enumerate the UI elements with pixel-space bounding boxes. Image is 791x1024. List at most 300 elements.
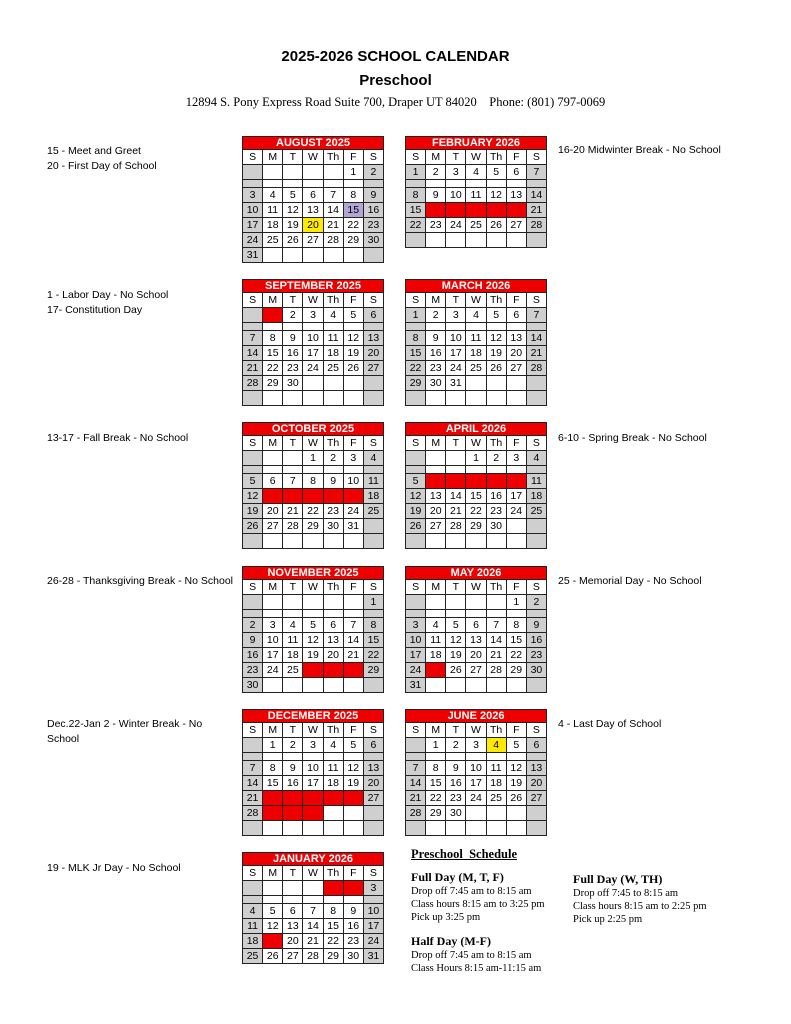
- weekday-label: Th: [323, 436, 343, 451]
- day-cell: 6: [363, 308, 383, 323]
- day-cell: 13: [506, 331, 526, 346]
- day-cell: 22: [426, 791, 446, 806]
- spacer-cell: [363, 896, 383, 904]
- day-cell: 27: [526, 791, 546, 806]
- day-cell: 13: [323, 633, 343, 648]
- weekday-label: T: [283, 150, 303, 165]
- day-cell: 21: [303, 934, 323, 949]
- day-cell: [406, 821, 426, 836]
- day-cell: 10: [303, 761, 323, 776]
- day-cell: 17: [303, 776, 323, 791]
- month-header: APRIL 2026: [405, 422, 547, 435]
- day-cell: 22: [466, 504, 486, 519]
- weekday-label: S: [363, 150, 383, 165]
- spacer-cell: [343, 180, 363, 188]
- day-cell: 29: [363, 663, 383, 678]
- spacer-cell: [263, 896, 283, 904]
- day-cell: 7: [343, 618, 363, 633]
- day-cell: 27: [363, 791, 383, 806]
- day-cell: [486, 233, 506, 248]
- day-cell: 14: [243, 776, 263, 791]
- day-cell: 15: [406, 203, 426, 218]
- day-cell: 12: [263, 919, 283, 934]
- spacer-cell: [406, 180, 426, 188]
- weekday-label: S: [363, 866, 383, 881]
- spacer-cell: [323, 323, 343, 331]
- day-cell: 2: [283, 308, 303, 323]
- month-calendar: [242, 566, 384, 693]
- weekday-label: W: [303, 150, 323, 165]
- month-header: MAY 2026: [405, 566, 547, 579]
- day-cell: 24: [406, 663, 426, 678]
- day-cell: [426, 821, 446, 836]
- spacer-cell: [426, 466, 446, 474]
- day-cell: 22: [343, 218, 363, 233]
- day-cell: 24: [243, 233, 263, 248]
- schedule-line: Drop off 7:45 am to 8:15 am: [411, 950, 532, 961]
- spacer-cell: [303, 466, 323, 474]
- spacer-cell: [426, 753, 446, 761]
- day-cell: 12: [486, 188, 506, 203]
- day-cell: 27: [426, 519, 446, 534]
- month-header: OCTOBER 2025: [242, 422, 384, 435]
- day-cell: 15: [323, 919, 343, 934]
- day-cell: 27: [303, 233, 323, 248]
- day-cell: 1: [406, 165, 426, 180]
- schedule-line: Class Hours 8:15 am-11:15 am: [411, 963, 542, 974]
- day-cell: 30: [343, 949, 363, 964]
- day-cell: [363, 519, 383, 534]
- day-cell: 10: [243, 203, 263, 218]
- day-cell: 8: [323, 904, 343, 919]
- day-cell: 4: [466, 165, 486, 180]
- day-cell: 9: [526, 618, 546, 633]
- day-cell: 8: [263, 331, 283, 346]
- day-cell: 14: [526, 188, 546, 203]
- day-cell: [506, 376, 526, 391]
- day-cell: 16: [243, 648, 263, 663]
- month-header: NOVEMBER 2025: [242, 566, 384, 579]
- day-cell: [283, 881, 303, 896]
- spacer-cell: [283, 323, 303, 331]
- weekday-label: S: [243, 723, 263, 738]
- weekday-label: M: [426, 150, 446, 165]
- day-cell: [526, 376, 546, 391]
- day-cell: 19: [406, 504, 426, 519]
- day-cell: 12: [406, 489, 426, 504]
- day-cell: 19: [243, 504, 263, 519]
- day-cell: 19: [446, 648, 466, 663]
- day-cell: [406, 534, 426, 549]
- day-cell: [303, 391, 323, 406]
- day-cell: 5: [303, 618, 323, 633]
- day-cell: [406, 391, 426, 406]
- day-cell: 11: [243, 919, 263, 934]
- day-cell: 15: [426, 776, 446, 791]
- day-cell: [446, 678, 466, 693]
- day-cell: 6: [263, 474, 283, 489]
- day-cell: 16: [283, 776, 303, 791]
- day-cell: [466, 233, 486, 248]
- month-calendar: [405, 279, 547, 406]
- day-cell: 10: [446, 331, 466, 346]
- full-day-mtf-title: Full Day (M, T, F): [411, 870, 504, 884]
- day-cell: [526, 534, 546, 549]
- day-cell: 5: [486, 308, 506, 323]
- weekday-label: S: [363, 436, 383, 451]
- spacer-cell: [263, 323, 283, 331]
- day-cell: 9: [363, 188, 383, 203]
- note-line: School: [47, 733, 80, 745]
- day-cell: 5: [343, 308, 363, 323]
- day-cell: 21: [526, 346, 546, 361]
- day-cell: [323, 678, 343, 693]
- day-cell: [426, 391, 446, 406]
- page-title: 2025-2026 SCHOOL CALENDAR: [281, 48, 510, 65]
- month-calendar: [242, 136, 384, 263]
- day-cell: 13: [303, 203, 323, 218]
- day-cell: 24: [343, 504, 363, 519]
- day-cell: [426, 595, 446, 610]
- day-cell: 10: [263, 633, 283, 648]
- weekday-label: M: [263, 723, 283, 738]
- spacer-cell: [486, 466, 506, 474]
- day-cell: 8: [303, 474, 323, 489]
- day-cell: [486, 806, 506, 821]
- day-cell: 3: [263, 618, 283, 633]
- spacer-cell: [446, 323, 466, 331]
- day-cell: 17: [406, 648, 426, 663]
- weekday-label: T: [446, 580, 466, 595]
- weekday-label: M: [263, 580, 283, 595]
- day-cell: [406, 233, 426, 248]
- day-cell: 3: [363, 881, 383, 896]
- spacer-cell: [446, 610, 466, 618]
- day-cell: 1: [343, 165, 363, 180]
- spacer-cell: [323, 753, 343, 761]
- weekday-label: Th: [486, 293, 506, 308]
- day-cell: [303, 165, 323, 180]
- day-cell: 1: [406, 308, 426, 323]
- weekday-label: Th: [323, 150, 343, 165]
- day-cell: [303, 881, 323, 896]
- weekday-label: S: [406, 436, 426, 451]
- weekday-label: S: [406, 150, 426, 165]
- month-grid: [405, 435, 547, 549]
- spacer-cell: [406, 610, 426, 618]
- day-cell: [486, 678, 506, 693]
- day-cell: 17: [343, 489, 363, 504]
- day-cell: 11: [466, 331, 486, 346]
- weekday-label: F: [343, 866, 363, 881]
- spacer-cell: [283, 896, 303, 904]
- day-cell: [343, 821, 363, 836]
- day-cell: 14: [446, 489, 466, 504]
- spacer-cell: [303, 323, 323, 331]
- month-calendar: [405, 422, 547, 549]
- day-cell: 20: [263, 504, 283, 519]
- day-cell: 3: [446, 165, 466, 180]
- month-grid: [242, 579, 384, 693]
- day-cell: 14: [323, 203, 343, 218]
- month-header: MARCH 2026: [405, 279, 547, 292]
- day-cell: 20: [506, 203, 526, 218]
- day-cell: 8: [406, 331, 426, 346]
- spacer-cell: [526, 323, 546, 331]
- month-calendar: [242, 422, 384, 549]
- day-cell: 19: [506, 776, 526, 791]
- day-cell: 11: [323, 761, 343, 776]
- day-cell: 14: [283, 489, 303, 504]
- schedule-left: [411, 848, 571, 975]
- weekday-label: T: [283, 866, 303, 881]
- spacer-cell: [243, 323, 263, 331]
- day-cell: 27: [323, 663, 343, 678]
- month-grid: [242, 865, 384, 964]
- day-cell: 21: [283, 504, 303, 519]
- day-cell: 26: [486, 361, 506, 376]
- day-cell: 31: [406, 678, 426, 693]
- note-line: 13-17 - Fall Break - No School: [47, 432, 189, 444]
- day-cell: 13: [363, 331, 383, 346]
- day-cell: [323, 248, 343, 263]
- day-cell: 7: [283, 474, 303, 489]
- day-cell: [303, 534, 323, 549]
- month-grid: [242, 435, 384, 549]
- day-cell: [283, 391, 303, 406]
- day-cell: 13: [363, 761, 383, 776]
- day-cell: 13: [466, 633, 486, 648]
- day-cell: [343, 391, 363, 406]
- day-cell: 4: [466, 308, 486, 323]
- weekday-label: Th: [486, 436, 506, 451]
- day-cell: [446, 595, 466, 610]
- spacer-cell: [263, 753, 283, 761]
- note-september: [47, 288, 168, 318]
- day-cell: [466, 391, 486, 406]
- spacer-cell: [283, 753, 303, 761]
- day-cell: 9: [243, 633, 263, 648]
- day-cell: 31: [446, 376, 466, 391]
- month-grid: [405, 292, 547, 406]
- day-cell: 15: [343, 203, 363, 218]
- spacer-cell: [243, 896, 263, 904]
- day-cell: 21: [243, 361, 263, 376]
- weekday-label: S: [526, 723, 546, 738]
- spacer-cell: [343, 323, 363, 331]
- day-cell: 25: [466, 218, 486, 233]
- day-cell: 30: [486, 519, 506, 534]
- day-cell: 16: [446, 776, 466, 791]
- day-cell: 11: [363, 474, 383, 489]
- day-cell: [323, 391, 343, 406]
- day-cell: 22: [263, 361, 283, 376]
- day-cell: 29: [426, 806, 446, 821]
- day-cell: [343, 248, 363, 263]
- weekday-label: F: [506, 150, 526, 165]
- spacer-cell: [526, 753, 546, 761]
- day-cell: 3: [506, 451, 526, 466]
- day-cell: 6: [506, 165, 526, 180]
- day-cell: [323, 821, 343, 836]
- day-cell: [446, 821, 466, 836]
- spacer-cell: [263, 466, 283, 474]
- day-cell: [486, 376, 506, 391]
- spacer-cell: [303, 180, 323, 188]
- day-cell: 11: [486, 761, 506, 776]
- day-cell: 16: [363, 203, 383, 218]
- day-cell: 19: [263, 934, 283, 949]
- day-cell: [283, 534, 303, 549]
- day-cell: [283, 595, 303, 610]
- day-cell: [303, 821, 323, 836]
- weekday-label: W: [303, 723, 323, 738]
- day-cell: 9: [283, 331, 303, 346]
- day-cell: 5: [406, 474, 426, 489]
- note-line: 17- Constitution Day: [47, 304, 143, 316]
- note-june: [558, 717, 661, 732]
- day-cell: 20: [323, 648, 343, 663]
- day-cell: 28: [526, 361, 546, 376]
- day-cell: 12: [283, 203, 303, 218]
- weekday-label: T: [446, 150, 466, 165]
- day-cell: [343, 678, 363, 693]
- note-november: [47, 574, 233, 589]
- day-cell: 8: [343, 188, 363, 203]
- month-calendar: [242, 709, 384, 836]
- day-cell: 17: [466, 776, 486, 791]
- month-header: SEPTEMBER 2025: [242, 279, 384, 292]
- day-cell: 25: [323, 361, 343, 376]
- day-cell: 7: [323, 188, 343, 203]
- day-cell: 22: [406, 361, 426, 376]
- day-cell: 2: [283, 738, 303, 753]
- day-cell: [323, 806, 343, 821]
- day-cell: 18: [283, 648, 303, 663]
- day-cell: 5: [283, 188, 303, 203]
- weekday-label: Th: [486, 723, 506, 738]
- day-cell: 12: [243, 489, 263, 504]
- spacer-cell: [466, 180, 486, 188]
- note-may: [558, 574, 702, 589]
- day-cell: 27: [466, 663, 486, 678]
- day-cell: 1: [506, 595, 526, 610]
- day-cell: [243, 881, 263, 896]
- schedule-line: Drop off 7:45 am to 8:15 am: [411, 886, 532, 897]
- day-cell: 28: [526, 218, 546, 233]
- day-cell: [243, 738, 263, 753]
- day-cell: 9: [283, 761, 303, 776]
- day-cell: 14: [343, 633, 363, 648]
- day-cell: 7: [406, 761, 426, 776]
- spacer-cell: [446, 753, 466, 761]
- day-cell: 18: [263, 218, 283, 233]
- day-cell: [506, 534, 526, 549]
- day-cell: 28: [486, 663, 506, 678]
- day-cell: 21: [526, 203, 546, 218]
- month-grid: [242, 722, 384, 836]
- day-cell: [263, 534, 283, 549]
- weekday-label: W: [303, 436, 323, 451]
- day-cell: [363, 806, 383, 821]
- day-cell: 21: [486, 648, 506, 663]
- day-cell: 30: [283, 806, 303, 821]
- day-cell: 4: [363, 451, 383, 466]
- day-cell: [323, 534, 343, 549]
- day-cell: 17: [243, 218, 263, 233]
- day-cell: 26: [263, 949, 283, 964]
- note-line: 4 - Last Day of School: [558, 718, 662, 730]
- weekday-label: T: [446, 723, 466, 738]
- day-cell: 2: [426, 165, 446, 180]
- day-cell: [323, 165, 343, 180]
- day-cell: 8: [506, 618, 526, 633]
- note-october: [47, 431, 188, 446]
- weekday-label: S: [363, 580, 383, 595]
- day-cell: 7: [486, 618, 506, 633]
- day-cell: 7: [446, 474, 466, 489]
- day-cell: [426, 678, 446, 693]
- day-cell: 14: [243, 346, 263, 361]
- day-cell: 31: [243, 248, 263, 263]
- day-cell: 10: [363, 904, 383, 919]
- day-cell: [363, 821, 383, 836]
- day-cell: [526, 519, 546, 534]
- day-cell: 12: [303, 633, 323, 648]
- day-cell: 25: [243, 949, 263, 964]
- note-february: [558, 143, 721, 158]
- day-cell: 15: [363, 633, 383, 648]
- day-cell: 22: [506, 648, 526, 663]
- day-cell: [323, 376, 343, 391]
- weekday-label: T: [283, 723, 303, 738]
- note-line: 20 - First Day of School: [47, 160, 157, 172]
- day-cell: 3: [466, 738, 486, 753]
- day-cell: 10: [506, 474, 526, 489]
- day-cell: 29: [303, 519, 323, 534]
- day-cell: 29: [466, 519, 486, 534]
- day-cell: [283, 451, 303, 466]
- day-cell: 23: [283, 361, 303, 376]
- day-cell: 14: [486, 633, 506, 648]
- day-cell: 1: [426, 738, 446, 753]
- weekday-label: S: [363, 293, 383, 308]
- spacer-cell: [406, 323, 426, 331]
- spacer-cell: [343, 610, 363, 618]
- day-cell: [406, 451, 426, 466]
- spacer-cell: [283, 466, 303, 474]
- day-cell: 6: [466, 618, 486, 633]
- day-cell: [243, 391, 263, 406]
- day-cell: [343, 534, 363, 549]
- day-cell: 22: [406, 218, 426, 233]
- weekday-label: S: [406, 580, 426, 595]
- day-cell: 23: [526, 648, 546, 663]
- spacer-cell: [363, 180, 383, 188]
- day-cell: 27: [283, 949, 303, 964]
- day-cell: [303, 595, 323, 610]
- note-january: [47, 861, 181, 876]
- spacer-cell: [426, 180, 446, 188]
- spacer-cell: [426, 323, 446, 331]
- schedule-line: Pick up 3:25 pm: [411, 912, 481, 923]
- day-cell: 18: [426, 648, 446, 663]
- day-cell: [263, 165, 283, 180]
- day-cell: 23: [486, 504, 506, 519]
- weekday-label: F: [343, 436, 363, 451]
- day-cell: 18: [466, 203, 486, 218]
- day-cell: 27: [263, 519, 283, 534]
